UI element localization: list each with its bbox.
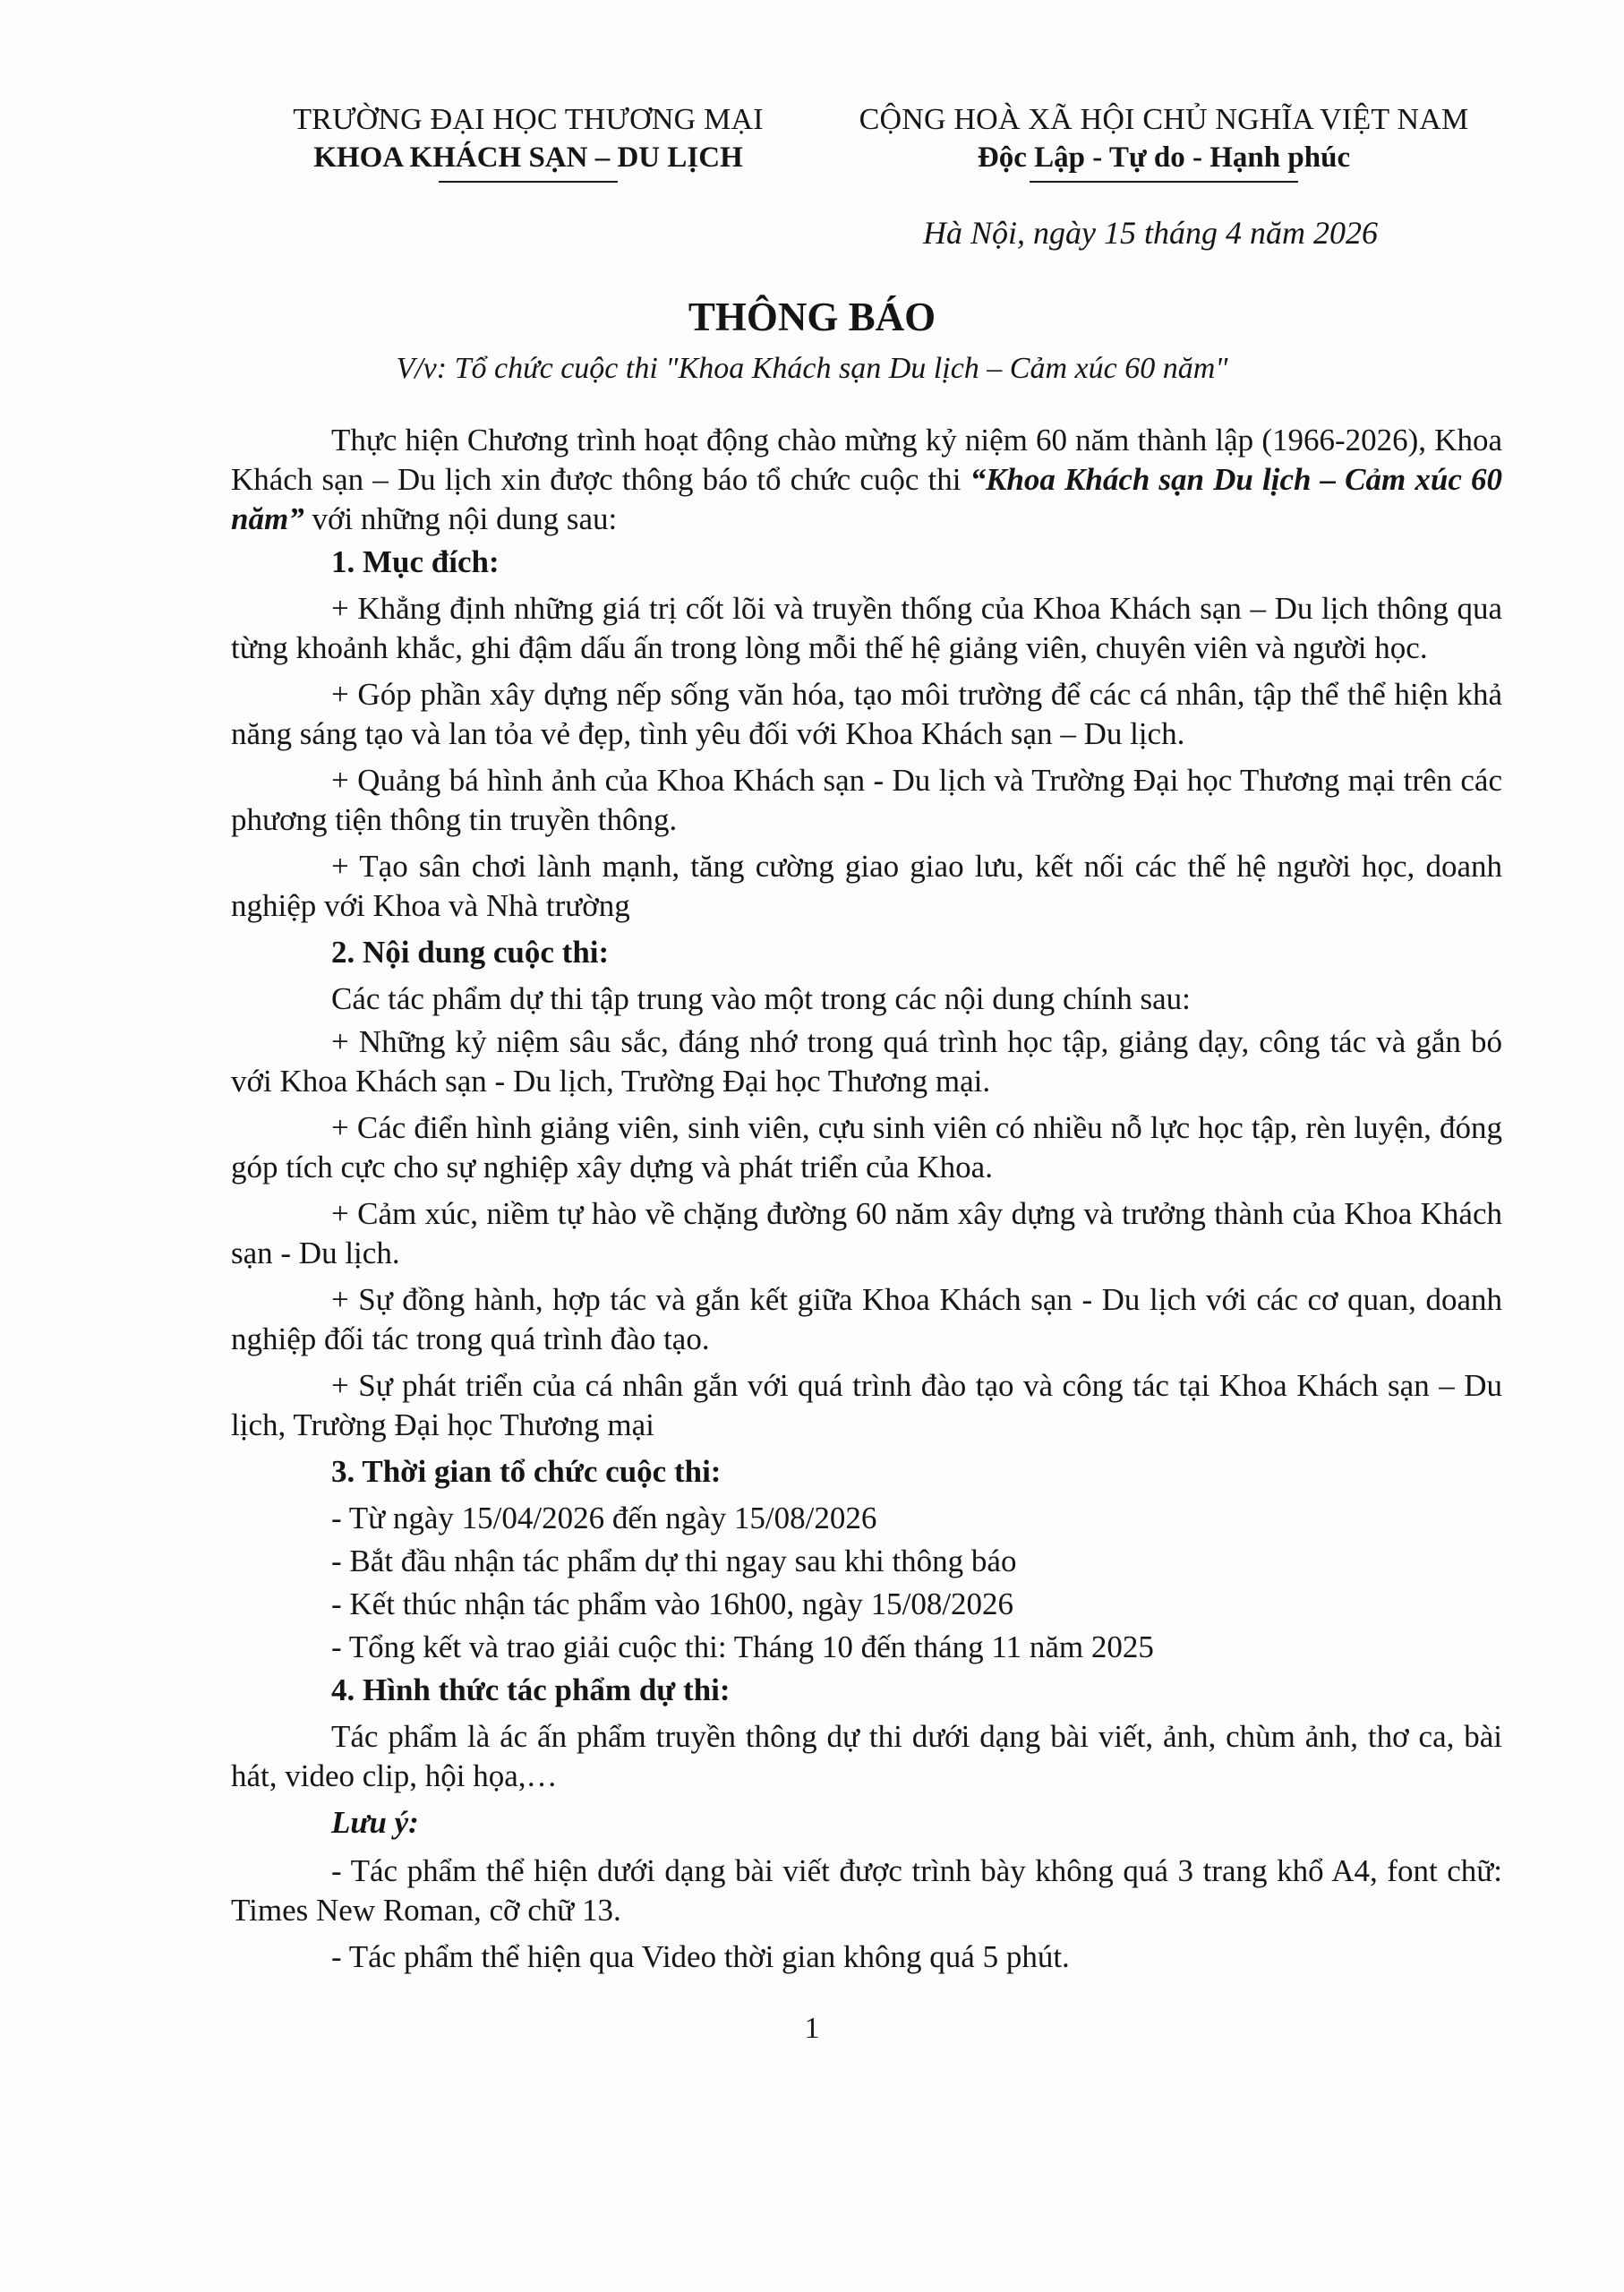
faculty-name: KHOA KHÁCH SẠN – DU LỊCH — [313, 141, 743, 174]
header-right-underline — [1030, 181, 1298, 183]
content-item: + Những kỷ niệm sâu sắc, đáng nhớ trong quá trình học tập, giảng dạy, công tác và gắn bó với Khoa Khách sạn - Du lịch, Trường Đại học Thương mại. — [231, 1024, 1502, 1099]
document-title: THÔNG BÁO — [688, 295, 936, 339]
note-label: Lưu ý: — [331, 1805, 419, 1840]
content-lead: Các tác phẩm dự thi tập trung vào một trong các nội dung chính sau: — [331, 981, 1191, 1016]
header-right — [833, 100, 1495, 183]
time-item: - Tổng kết và trao giải cuộc thi: Tháng 10 đến tháng 11 năm 2025 — [331, 1629, 1154, 1664]
time-item: - Từ ngày 15/04/2026 đến ngày 15/08/2026 — [331, 1501, 877, 1535]
national-title: CỘNG HOÀ XÃ HỘI CHỦ NGHĨA VIỆT NAM — [859, 103, 1469, 136]
section-heading-content: 2. Nội dung cuộc thi: — [331, 935, 610, 970]
intro-paragraph — [231, 421, 1502, 539]
document-date: Hà Nội, ngày 15 tháng 4 năm 2026 — [923, 215, 1378, 251]
intro-text-1: Thực hiện Chương trình hoạt động chào mừng kỷ niệm 60 năm thành lập (1966-2026), Khoa Khách sạn – Du lịch xin được thông báo tổ chức cuộc thi — [231, 423, 1502, 497]
form-note-item: - Tác phẩm thể hiện dưới dạng bài viết được trình bày không quá 3 trang khổ A4, font chữ: Times New Roman, cỡ chữ 13. — [231, 1853, 1502, 1928]
section-heading-purpose: 1. Mục đích: — [331, 544, 500, 579]
form-lead: Tác phẩm là ác ấn phẩm truyền thông dự thi dưới dạng bài viết, ảnh, chùm ảnh, thơ ca, bài hát, video clip, hội họa,… — [231, 1719, 1502, 1793]
purpose-item: + Góp phần xây dựng nếp sống văn hóa, tạo môi trường để các cá nhân, tập thể thể hiện khả năng sáng tạo và lan tỏa vẻ đẹp, tình yêu đối với Khoa Khách sạn – Du lịch. — [231, 677, 1502, 751]
national-motto: Độc Lập - Tự do - Hạnh phúc — [977, 141, 1351, 174]
purpose-item: + Tạo sân chơi lành mạnh, tăng cường giao giao lưu, kết nối các thế hệ người học, doanh nghiệp với Khoa và Nhà trường — [231, 849, 1502, 923]
document-subtitle: V/v: Tổ chức cuộc thi "Khoa Khách sạn Du lịch – Cảm xúc 60 năm" — [396, 352, 1228, 385]
form-note-item: - Tác phẩm thể hiện qua Video thời gian không quá 5 phút. — [331, 1939, 1070, 1974]
contest-name: “Khoa Khách sạn Du lịch – Cảm xúc 60 năm” — [231, 462, 1502, 536]
content-item: + Cảm xúc, niềm tự hào về chặng đường 60 năm xây dựng và trưởng thành của Khoa Khách sạn - Du lịch. — [231, 1196, 1502, 1270]
header-left-underline — [439, 181, 618, 183]
time-item: - Bắt đầu nhận tác phẩm dự thi ngay sau khi thông báo — [331, 1544, 1017, 1578]
content-item: + Các điển hình giảng viên, sinh viên, cựu sinh viên có nhiều nỗ lực học tập, rèn luyện, đóng góp tích cực cho sự nghiệp xây dựng và phát triển của Khoa. — [231, 1110, 1502, 1184]
time-item: - Kết thúc nhận tác phẩm vào 16h00, ngày 15/08/2026 — [331, 1586, 1014, 1621]
header-left — [269, 100, 788, 183]
section-heading-time: 3. Thời gian tổ chức cuộc thi: — [331, 1454, 722, 1489]
purpose-item: + Khẳng định những giá trị cốt lõi và truyền thống của Khoa Khách sạn – Du lịch thông qua từng khoảnh khắc, ghi đậm dấu ấn trong lòng mỗi thế hệ giảng viên, chuyên viên và người học. — [231, 591, 1502, 665]
section-heading-form: 4. Hình thức tác phẩm dự thi: — [331, 1672, 731, 1707]
university-name: TRƯỜNG ĐẠI HỌC THƯƠNG MẠI — [293, 103, 764, 136]
purpose-item: + Quảng bá hình ảnh của Khoa Khách sạn - Du lịch và Trường Đại học Thương mại trên các phương tiện thông tin truyền thông. — [231, 763, 1502, 837]
intro-text-2: với những nội dung sau: — [303, 501, 618, 536]
content-item: + Sự đồng hành, hợp tác và gắn kết giữa Khoa Khách sạn - Du lịch với các cơ quan, doanh nghiệp đối tác trong quá trình đào tạo. — [231, 1282, 1502, 1356]
page-number: 1 — [804, 2012, 820, 2045]
document-body — [231, 421, 1502, 1984]
content-item: + Sự phát triển của cá nhân gắn với quá trình đào tạo và công tác tại Khoa Khách sạn – Du lịch, Trường Đại học Thương mại — [231, 1368, 1502, 1442]
